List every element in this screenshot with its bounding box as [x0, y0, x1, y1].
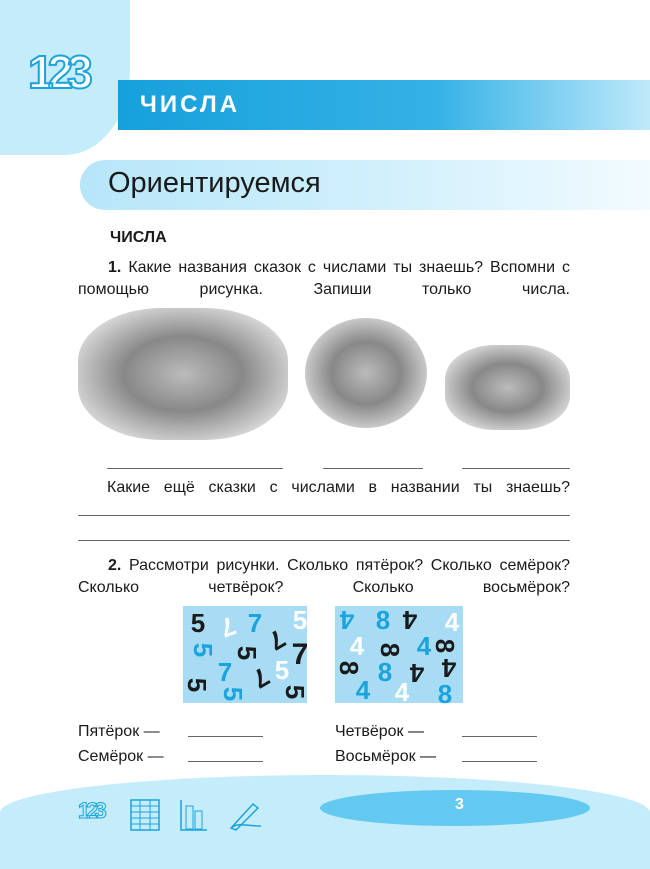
- task2-text: [78, 555, 570, 599]
- digit: 5: [232, 645, 262, 661]
- digit: 7: [263, 623, 291, 657]
- digit: 4: [409, 658, 425, 688]
- digit: 4: [444, 607, 460, 637]
- subheading: ЧИСЛА: [110, 229, 167, 246]
- digit: 5: [190, 608, 206, 638]
- numbers-logo-icon: 123: [28, 46, 87, 98]
- digit: 5: [182, 677, 212, 693]
- answer-line[interactable]: [323, 468, 423, 469]
- digit: 4: [394, 677, 410, 707]
- digit: 8: [375, 605, 391, 635]
- table-icon: [130, 798, 160, 832]
- answer-line[interactable]: [78, 515, 570, 516]
- fives-label: Пятёрок —: [78, 723, 160, 740]
- digit: 4: [355, 675, 371, 705]
- chapter-title: ЧИСЛА: [140, 91, 241, 118]
- task2-body: Рассмотри рисунки. Сколько пятёрок? Сколько семёрок? Сколько четвёрок? Сколько восьмёрок?: [78, 557, 570, 596]
- digit: 5: [274, 655, 290, 685]
- fours-label: Четвёрок —: [335, 723, 424, 740]
- digit: 4: [402, 605, 418, 635]
- task-number: 1.: [108, 259, 122, 276]
- goat-kids-illustration: [78, 308, 288, 440]
- answer-line[interactable]: [462, 468, 570, 469]
- digit-grid-5-7: [182, 605, 310, 703]
- digit: 4: [339, 605, 355, 635]
- eights-answer-line[interactable]: [462, 761, 537, 762]
- page-number: 3: [455, 796, 464, 813]
- digit: 8: [430, 638, 460, 654]
- task1-text: [78, 257, 570, 301]
- task1-question: Какие ещё сказки с числами в названии ты знаешь?: [107, 479, 570, 496]
- task-number: 2.: [108, 557, 122, 574]
- digit: 5: [218, 686, 248, 702]
- sevens-answer-line[interactable]: [188, 761, 263, 762]
- digit: 5: [292, 605, 308, 635]
- fives-answer-line[interactable]: [188, 736, 263, 737]
- digit: 7: [291, 638, 309, 671]
- digit: 4: [349, 631, 365, 661]
- three-pigs-illustration: [445, 345, 570, 430]
- digit: 7: [216, 610, 240, 644]
- digit: 4: [416, 631, 432, 661]
- digit: 5: [280, 684, 310, 700]
- digit: 8: [377, 657, 393, 687]
- task1-body: Какие названия сказок с числами ты знаешь? Вспомни с помощью рисунка. Запиши только числа.: [78, 259, 571, 298]
- digit: 5: [188, 642, 218, 658]
- girl-illustration: [305, 318, 427, 428]
- digit: 8: [334, 660, 364, 676]
- section-title: Ориентируемся: [108, 167, 321, 199]
- answer-line[interactable]: [107, 468, 283, 469]
- digit: 7: [247, 661, 275, 695]
- pen-writing-icon: [228, 798, 262, 832]
- numbers-icon: 123: [78, 798, 103, 823]
- digit: 4: [441, 653, 457, 683]
- sevens-label: Семёрок —: [78, 748, 164, 765]
- digit: 8: [375, 642, 405, 658]
- answer-line[interactable]: [78, 540, 570, 541]
- bar-chart-icon: [178, 798, 210, 832]
- digit: 7: [247, 608, 263, 638]
- digit-grid-4-8: [334, 605, 463, 709]
- digit: 7: [217, 657, 233, 687]
- fours-answer-line[interactable]: [462, 736, 537, 737]
- eights-label: Восьмёрок —: [335, 748, 437, 765]
- digit: 8: [437, 679, 453, 709]
